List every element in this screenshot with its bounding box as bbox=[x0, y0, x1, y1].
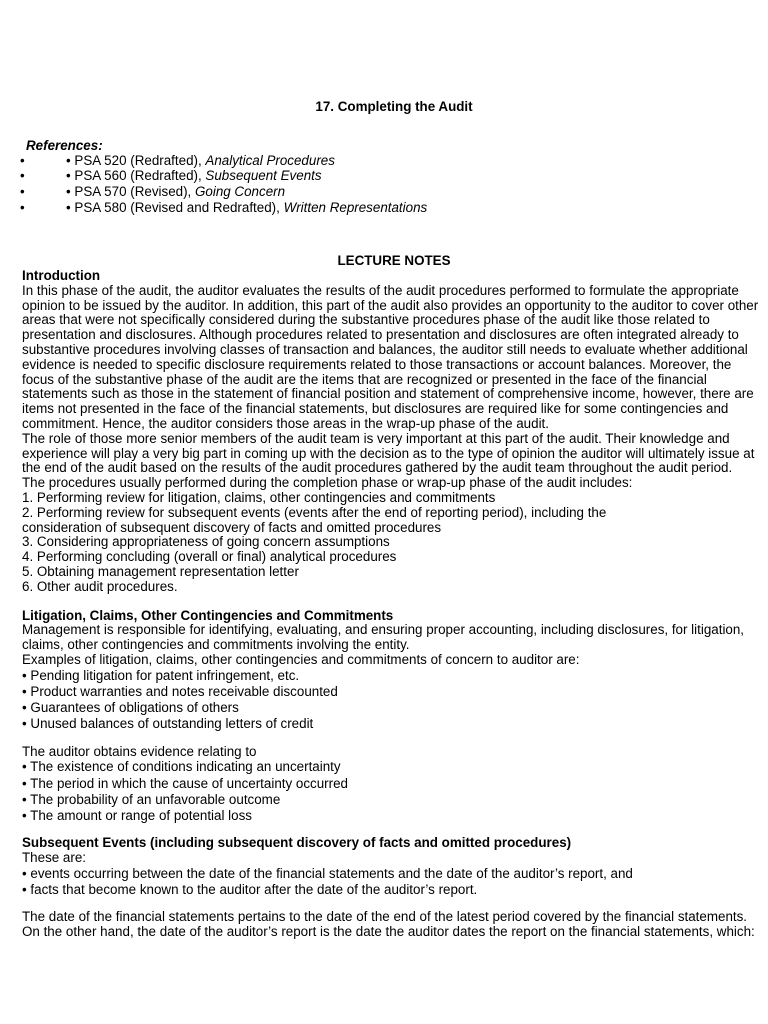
example-item: • Pending litigation for patent infringement, etc. bbox=[22, 667, 300, 683]
document-body bbox=[22, 269, 762, 940]
reference-standard: • PSA 560 (Redrafted), bbox=[66, 168, 206, 184]
procedure-step: 1. Performing review for litigation, claims, other contingencies and commitments bbox=[22, 489, 496, 505]
procedure-step: 5. Obtaining management representation letter bbox=[22, 563, 299, 579]
references-block bbox=[20, 139, 760, 216]
subsequent-paragraph: The date of the financial statements pertains to the date of the end of the latest period covered by the financial statements. On the other hand, the date of the auditor’s report is the date the auditor dates the report on the financial statements, which: bbox=[22, 909, 755, 939]
introduction-paragraph: The procedures usually performed during the completion phase or wrap-up phase of the audit includes: bbox=[22, 475, 633, 491]
reference-item bbox=[20, 169, 760, 185]
reference-standard: • PSA 580 (Revised and Redrafted), bbox=[66, 199, 284, 215]
procedure-step: 6. Other audit procedures. bbox=[22, 578, 178, 594]
document-title: 17. Completing the Audit bbox=[315, 99, 473, 114]
introduction-paragraph: The role of those more senior members of the audit team is very important at this part of the audit. Their knowledge and experience will play a very big part in coming up with the decision as to the type of opinion the auditor will ultimately issue at the end of the audit based on the results of the audit procedures gathered by the audit team throughout the audit period. bbox=[22, 430, 755, 476]
subsequent-intro: These are: bbox=[22, 849, 87, 865]
procedure-step: consideration of subsequent discovery of facts and omitted procedures bbox=[22, 519, 442, 535]
procedure-step: 3. Considering appropriateness of going concern assumptions bbox=[22, 534, 390, 550]
reference-standard: • PSA 570 (Revised), bbox=[66, 183, 195, 199]
reference-title: Written Representations bbox=[283, 199, 428, 215]
reference-title: Subsequent Events bbox=[205, 168, 322, 184]
bullet-marker: • bbox=[20, 199, 25, 215]
subsequent-item: • events occurring between the date of the financial statements and the date of the auditor’s report, and bbox=[22, 865, 633, 881]
reference-title: Analytical Procedures bbox=[205, 152, 335, 168]
procedure-step: 4. Performing concluding (overall or final) analytical procedures bbox=[22, 549, 397, 565]
example-item: • Product warranties and notes receivable discounted bbox=[22, 683, 338, 699]
litigation-paragraph: Examples of litigation, claims, other contingencies and commitments of concern to auditor are: bbox=[22, 651, 580, 667]
litigation-heading: Litigation, Claims, Other Contingencies and Commitments bbox=[22, 607, 394, 623]
reference-item bbox=[20, 201, 760, 217]
example-item: • Unused balances of outstanding letters of credit bbox=[22, 716, 314, 732]
reference-item bbox=[20, 154, 760, 170]
evidence-intro: The auditor obtains evidence relating to bbox=[22, 743, 257, 759]
reference-item bbox=[20, 185, 760, 201]
evidence-item: • The existence of conditions indicating an uncertainty bbox=[22, 759, 341, 775]
introduction-heading: Introduction bbox=[22, 268, 101, 283]
subsequent-item: • facts that become known to the auditor after the date of the auditor’s report. bbox=[22, 881, 478, 897]
reference-title: Going Concern bbox=[194, 183, 286, 199]
references-heading: References: bbox=[26, 138, 103, 153]
subsequent-events-heading: Subsequent Events (including subsequent discovery of facts and omitted procedures) bbox=[22, 835, 572, 851]
bullet-marker: • bbox=[20, 168, 25, 184]
introduction-paragraph: In this phase of the audit, the auditor evaluates the results of the audit procedures performed to formulate the appropriate opinion to be issued by the auditor. In addition, this part of the audit also provides an opportunity to the auditor to cover other areas that were not specifically considered during the substantive procedures phase of the audit like those related to presentation and disclosures. Although procedures related to presentation and disclosures are often integrated already to substantive procedures involving classes of transaction and balances, the auditor still needs to evaluate whether additional evidence is needed to specific disclosure requirements related to those transactions or account balances. Moreover, the focus of the substantive phase of the audit are the items that are recognized or presented in the face of the financial statements such as those in the statement of financial position and statement of comprehensive income, however, there are items not presented in the face of the financial statements, but disclosures are required like for some contingencies and commitment. Hence, the auditor considers those areas in the wrap-up phase of the audit. bbox=[22, 282, 759, 431]
example-item: • Guarantees of obligations of others bbox=[22, 700, 239, 716]
reference-standard: • PSA 520 (Redrafted), bbox=[66, 152, 206, 168]
procedure-step: 2. Performing review for subsequent events (events after the end of reporting period), including the bbox=[22, 504, 607, 520]
bullet-marker: • bbox=[20, 152, 25, 168]
litigation-paragraph: Management is responsible for identifying, evaluating, and ensuring proper accounting, including disclosures, for litigation, claims, other contingencies and commitments involving the entity. bbox=[22, 622, 745, 653]
lecture-notes-heading: LECTURE NOTES bbox=[337, 253, 451, 268]
evidence-item: • The amount or range of potential loss bbox=[22, 807, 252, 823]
bullet-marker: • bbox=[20, 183, 25, 199]
evidence-item: • The probability of an unfavorable outcome bbox=[22, 791, 281, 807]
evidence-item: • The period in which the cause of uncertainty occurred bbox=[22, 775, 348, 791]
